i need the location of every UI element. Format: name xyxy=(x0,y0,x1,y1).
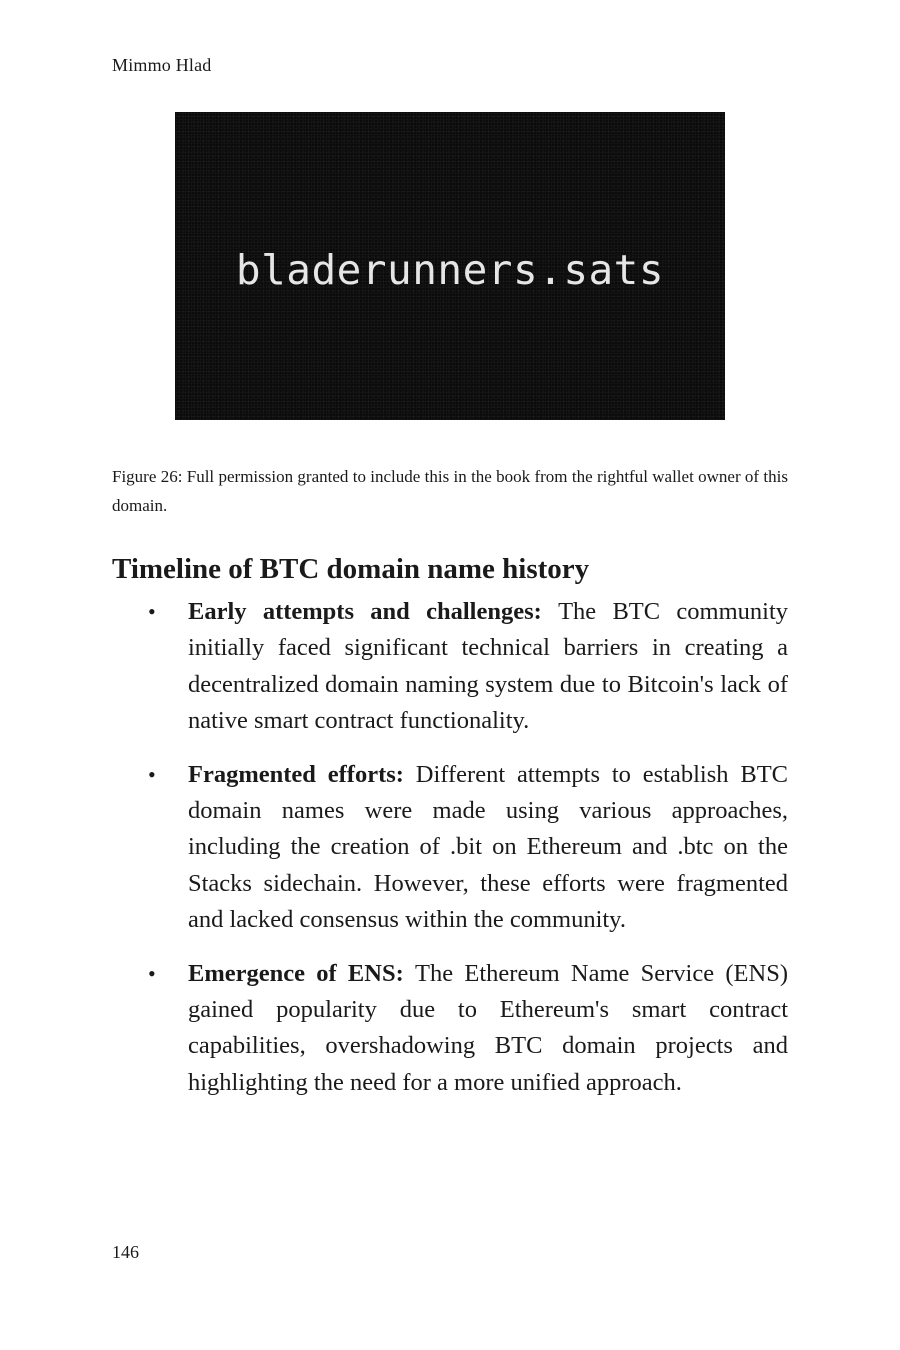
running-head: Mimmo Hlad xyxy=(112,55,212,75)
bullet-icon: • xyxy=(148,960,156,986)
bullet-icon: • xyxy=(148,761,156,787)
figure-caption: Figure 26: Full permission granted to include this in the book from the rightful wallet owner of this domain. xyxy=(112,467,788,515)
figure-domain-text: bladerunners.sats xyxy=(235,246,665,294)
bullet-icon: • xyxy=(148,599,156,624)
list-item-text: The BTC community initially faced significant technical barriers in creating a decentralized domain naming system due to Bitcoin's lack of native smart contract functionality. xyxy=(188,598,788,735)
list-item-title: Emergence of ENS: xyxy=(188,959,416,987)
list-item-title: Early attempts and challenges: xyxy=(188,598,559,625)
timeline-list xyxy=(112,594,788,1118)
list-item xyxy=(112,956,788,1102)
figure-image xyxy=(175,112,725,420)
list-item xyxy=(112,594,788,740)
list-item-title: Fragmented efforts: xyxy=(188,760,416,788)
page-number: 146 xyxy=(112,1242,139,1262)
list-item xyxy=(112,757,788,939)
list-item-text: The Ethereum Name Service (ENS) gained popularity due to Ethereum's smart contract capabilities, overshadowing BTC domain projects and highlighting the need for a more unified approach. xyxy=(188,959,788,1096)
list-item-text: Different attempts to establish BTC domain names were made using various approaches, including the creation of .bit on Ethereum and .btc on the Stacks sidechain. However, these efforts were fragmented and lacked consensus within the community. xyxy=(188,760,789,934)
section-heading: Timeline of BTC domain name history xyxy=(112,553,590,585)
